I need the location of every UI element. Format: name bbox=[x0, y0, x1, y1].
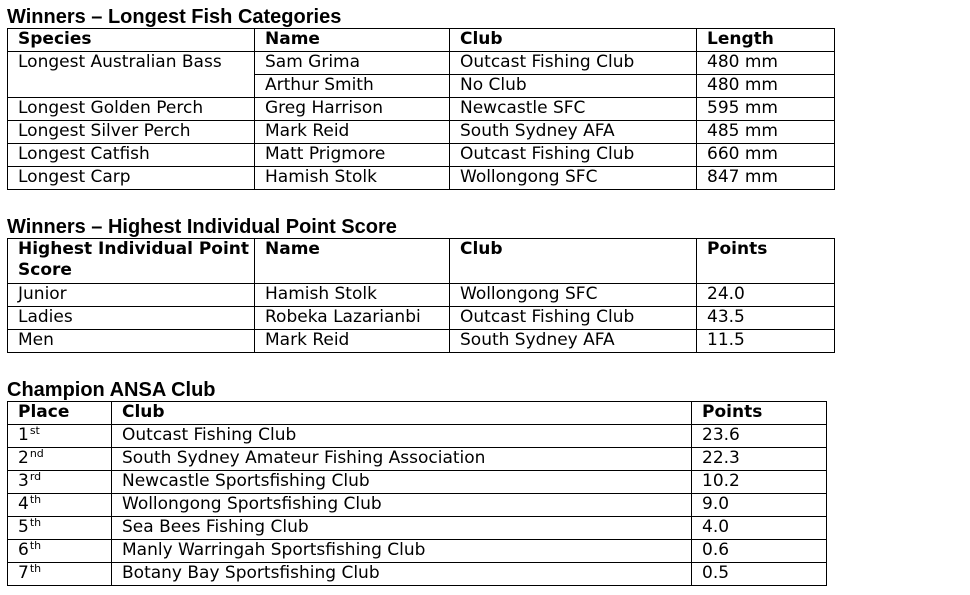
champion-club-title: Champion ANSA Club bbox=[7, 379, 216, 401]
points-cell: 43.5 bbox=[697, 307, 835, 330]
column-header: Name bbox=[255, 239, 450, 284]
club-cell: Outcast Fishing Club bbox=[450, 144, 697, 167]
longest-fish-table bbox=[7, 28, 835, 190]
club-cell: South Sydney Amateur Fishing Association bbox=[112, 448, 692, 471]
individual-score-table bbox=[7, 238, 835, 353]
club-cell: Wollongong SFC bbox=[450, 167, 697, 190]
place-number: 2 bbox=[18, 448, 29, 468]
place-number: 3 bbox=[18, 471, 29, 491]
column-header: Club bbox=[450, 239, 697, 284]
club-cell: South Sydney AFA bbox=[450, 121, 697, 144]
table-row bbox=[8, 540, 827, 563]
place-suffix: rd bbox=[29, 470, 42, 483]
table-row bbox=[8, 98, 835, 121]
points-cell: 0.6 bbox=[692, 540, 827, 563]
place-suffix: th bbox=[29, 562, 42, 575]
table-row bbox=[8, 75, 835, 98]
table-header-row bbox=[8, 239, 835, 284]
place-cell bbox=[8, 563, 112, 586]
column-header: Club bbox=[450, 29, 697, 52]
table-row bbox=[8, 471, 827, 494]
name-cell: Arthur Smith bbox=[255, 75, 450, 98]
table-row bbox=[8, 307, 835, 330]
name-cell: Greg Harrison bbox=[255, 98, 450, 121]
name-cell: Hamish Stolk bbox=[255, 167, 450, 190]
table-header-row bbox=[8, 29, 835, 52]
column-header: Name bbox=[255, 29, 450, 52]
name-cell: Robeka Lazarianbi bbox=[255, 307, 450, 330]
table-header-row bbox=[8, 402, 827, 425]
length-cell: 595 mm bbox=[697, 98, 835, 121]
place-cell bbox=[8, 540, 112, 563]
club-cell: Outcast Fishing Club bbox=[450, 307, 697, 330]
place-number: 4 bbox=[18, 494, 29, 514]
table-row bbox=[8, 517, 827, 540]
table-row bbox=[8, 494, 827, 517]
column-header: Length bbox=[697, 29, 835, 52]
place-cell bbox=[8, 448, 112, 471]
points-cell: 11.5 bbox=[697, 330, 835, 353]
column-header: Points bbox=[697, 239, 835, 284]
species-cell: Longest Golden Perch bbox=[8, 98, 255, 121]
club-cell: Botany Bay Sportsfishing Club bbox=[112, 563, 692, 586]
name-cell: Mark Reid bbox=[255, 330, 450, 353]
club-cell: Newcastle SFC bbox=[450, 98, 697, 121]
length-cell: 485 mm bbox=[697, 121, 835, 144]
club-cell: No Club bbox=[450, 75, 697, 98]
column-header: Highest Individual Point Score bbox=[8, 239, 255, 284]
points-cell: 22.3 bbox=[692, 448, 827, 471]
table-row bbox=[8, 425, 827, 448]
place-cell bbox=[8, 494, 112, 517]
length-cell: 480 mm bbox=[697, 52, 835, 75]
column-header: Club bbox=[112, 402, 692, 425]
species-cell: Longest Catfish bbox=[8, 144, 255, 167]
place-suffix: th bbox=[29, 516, 42, 529]
place-number: 1 bbox=[18, 425, 29, 445]
club-cell: Sea Bees Fishing Club bbox=[112, 517, 692, 540]
place-cell bbox=[8, 517, 112, 540]
column-header: Points bbox=[692, 402, 827, 425]
name-cell: Mark Reid bbox=[255, 121, 450, 144]
category-cell: Ladies bbox=[8, 307, 255, 330]
table-row bbox=[8, 284, 835, 307]
longest-fish-title: Winners – Longest Fish Categories bbox=[7, 6, 342, 28]
club-cell: Wollongong Sportsfishing Club bbox=[112, 494, 692, 517]
place-suffix: nd bbox=[29, 447, 44, 460]
place-number: 5 bbox=[18, 517, 29, 537]
club-cell: Outcast Fishing Club bbox=[450, 52, 697, 75]
club-cell: Wollongong SFC bbox=[450, 284, 697, 307]
club-cell: Manly Warringah Sportsfishing Club bbox=[112, 540, 692, 563]
species-cell: Longest Silver Perch bbox=[8, 121, 255, 144]
points-cell: 4.0 bbox=[692, 517, 827, 540]
species-cell: Longest Carp bbox=[8, 167, 255, 190]
individual-score-title: Winners – Highest Individual Point Score bbox=[7, 216, 397, 238]
place-cell bbox=[8, 425, 112, 448]
points-cell: 10.2 bbox=[692, 471, 827, 494]
club-cell: Outcast Fishing Club bbox=[112, 425, 692, 448]
column-header: Species bbox=[8, 29, 255, 52]
table-row bbox=[8, 52, 835, 75]
points-cell: 24.0 bbox=[697, 284, 835, 307]
table-row bbox=[8, 330, 835, 353]
table-row bbox=[8, 144, 835, 167]
points-cell: 23.6 bbox=[692, 425, 827, 448]
table-row bbox=[8, 448, 827, 471]
club-cell: South Sydney AFA bbox=[450, 330, 697, 353]
place-number: 6 bbox=[18, 540, 29, 560]
table-row bbox=[8, 121, 835, 144]
length-cell: 480 mm bbox=[697, 75, 835, 98]
champion-club-table bbox=[7, 401, 827, 586]
species-cell: Longest Australian Bass bbox=[8, 52, 255, 75]
category-cell: Junior bbox=[8, 284, 255, 307]
category-cell: Men bbox=[8, 330, 255, 353]
place-suffix: th bbox=[29, 539, 42, 552]
name-cell: Hamish Stolk bbox=[255, 284, 450, 307]
name-cell: Sam Grima bbox=[255, 52, 450, 75]
name-cell: Matt Prigmore bbox=[255, 144, 450, 167]
place-cell bbox=[8, 471, 112, 494]
length-cell: 660 mm bbox=[697, 144, 835, 167]
place-number: 7 bbox=[18, 563, 29, 583]
species-cell bbox=[8, 75, 255, 98]
place-suffix: th bbox=[29, 493, 42, 506]
table-row bbox=[8, 167, 835, 190]
column-header: Place bbox=[8, 402, 112, 425]
place-suffix: st bbox=[29, 424, 40, 437]
club-cell: Newcastle Sportsfishing Club bbox=[112, 471, 692, 494]
points-cell: 9.0 bbox=[692, 494, 827, 517]
table-row bbox=[8, 563, 827, 586]
length-cell: 847 mm bbox=[697, 167, 835, 190]
points-cell: 0.5 bbox=[692, 563, 827, 586]
